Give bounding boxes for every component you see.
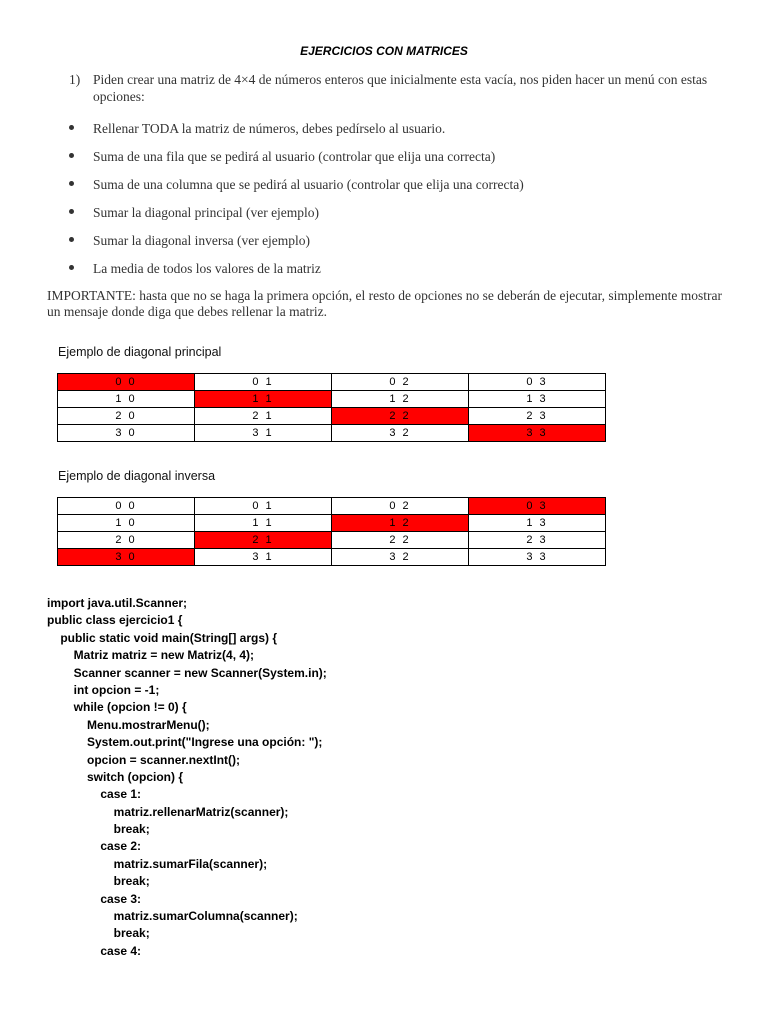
bullet-icon — [69, 209, 74, 214]
table-cell: 0 1 — [195, 498, 332, 515]
table-row — [58, 549, 606, 566]
table-cell: 0 3 — [469, 374, 606, 391]
code-line: matriz.sumarColumna(scanner); — [47, 909, 298, 924]
table-row — [58, 498, 606, 515]
table-cell: 1 1 — [195, 515, 332, 532]
table-cell: 3 0 — [58, 425, 195, 442]
table-cell: 0 2 — [332, 498, 469, 515]
exercise-1 — [69, 71, 719, 105]
table-cell: 2 0 — [58, 532, 195, 549]
table-cell: 1 3 — [469, 391, 606, 408]
code-line: break; — [47, 822, 150, 837]
exercise-number: 1) — [69, 72, 81, 87]
table-cell: 2 3 — [469, 532, 606, 549]
bullet-icon — [69, 237, 74, 242]
code-line: while (opcion != 0) { — [47, 700, 187, 715]
table2 — [57, 497, 606, 566]
exercise-text: Piden crear una matriz de 4×4 de números enteros que inicialmente esta vacía, nos piden hacer un menú con estas opciones: — [93, 72, 708, 104]
table-row — [58, 374, 606, 391]
code-line: Matriz matriz = new Matriz(4, 4); — [47, 648, 255, 663]
table-cell: 0 0 — [58, 374, 195, 391]
table-cell: 2 1 — [195, 408, 332, 425]
table-cell: 3 0 — [58, 549, 195, 566]
code-line: Scanner scanner = new Scanner(System.in); — [47, 665, 327, 680]
table-cell: 3 1 — [195, 549, 332, 566]
code-line: matriz.rellenarMatriz(scanner); — [47, 804, 289, 819]
table2-caption: Ejemplo de diagonal inversa — [58, 469, 216, 483]
code-line: opcion = scanner.nextInt(); — [47, 752, 241, 767]
table-row — [58, 425, 606, 442]
code-line: case 1: — [47, 787, 142, 802]
table1-caption: Ejemplo de diagonal principal — [58, 345, 222, 359]
list-item: La media de todos los valores de la matriz — [69, 260, 524, 288]
table-row — [58, 408, 606, 425]
code-line: int opcion = -1; — [47, 682, 160, 697]
table-cell: 1 2 — [332, 391, 469, 408]
code-line: case 3: — [47, 891, 142, 906]
page-title: EJERCICIOS CON MATRICES — [300, 44, 468, 58]
table-cell: 3 2 — [332, 549, 469, 566]
table-cell: 3 3 — [469, 549, 606, 566]
table-cell: 1 2 — [332, 515, 469, 532]
table-cell: 3 3 — [469, 425, 606, 442]
code-line: public class ejercicio1 { — [47, 613, 183, 628]
table-cell: 3 1 — [195, 425, 332, 442]
table-cell: 3 2 — [332, 425, 469, 442]
table-cell: 1 3 — [469, 515, 606, 532]
table-row — [58, 391, 606, 408]
bullet-icon — [69, 125, 74, 130]
table-cell: 0 0 — [58, 498, 195, 515]
code-line: switch (opcion) { — [47, 769, 184, 784]
table-cell: 0 2 — [332, 374, 469, 391]
list-item: Suma de una fila que se pedirá al usuario (controlar que elija una correcta) — [69, 148, 524, 176]
code-line: matriz.sumarFila(scanner); — [47, 856, 268, 871]
code-line: break; — [47, 874, 150, 889]
table-cell: 2 0 — [58, 408, 195, 425]
table-cell: 2 2 — [332, 408, 469, 425]
code-line: import java.util.Scanner; — [47, 596, 188, 610]
table-cell: 2 2 — [332, 532, 469, 549]
bullet-icon — [69, 265, 74, 270]
list-item: Rellenar TODA la matriz de números, debes pedírselo al usuario. — [69, 120, 524, 148]
table-cell: 0 3 — [469, 498, 606, 515]
code-line: break; — [47, 926, 150, 941]
table-cell: 1 1 — [195, 391, 332, 408]
code-line: public static void main(String[] args) { — [47, 630, 278, 645]
code-line: System.out.print("Ingrese una opción: "); — [47, 735, 323, 750]
table-row — [58, 515, 606, 532]
code-block — [47, 595, 327, 960]
table-row — [58, 532, 606, 549]
table-cell: 2 1 — [195, 532, 332, 549]
code-line: case 4: — [47, 943, 142, 958]
table-cell: 0 1 — [195, 374, 332, 391]
options-list — [69, 120, 524, 288]
code-line: Menu.mostrarMenu(); — [47, 717, 210, 732]
list-item: Sumar la diagonal inversa (ver ejemplo) — [69, 232, 524, 260]
important-note: IMPORTANTE: hasta que no se haga la primera opción, el resto de opciones no se deberán de ejecutar, simplemente mostrar un mensaje donde diga que debes rellenar la matriz. — [47, 288, 722, 319]
list-item: Sumar la diagonal principal (ver ejemplo) — [69, 204, 524, 232]
bullet-icon — [69, 181, 74, 186]
table-cell: 1 0 — [58, 515, 195, 532]
bullet-icon — [69, 153, 74, 158]
table1 — [57, 373, 606, 442]
table-cell: 1 0 — [58, 391, 195, 408]
code-line: case 2: — [47, 839, 142, 854]
list-item: Suma de una columna que se pedirá al usuario (controlar que elija una correcta) — [69, 176, 524, 204]
table-cell: 2 3 — [469, 408, 606, 425]
